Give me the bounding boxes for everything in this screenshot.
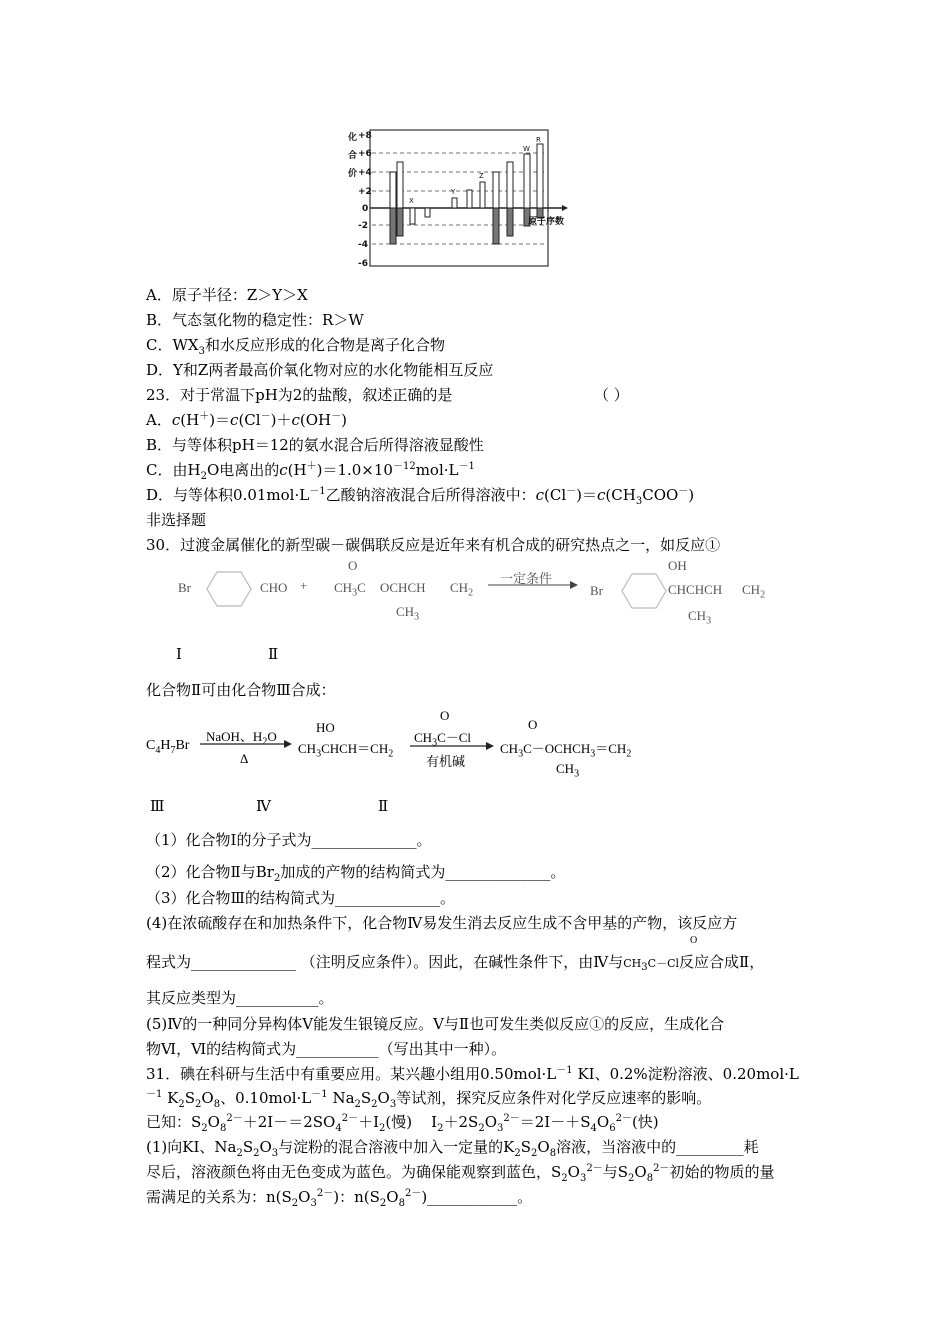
y-label-char: 合 (348, 151, 358, 161)
y-tick: +8 (358, 131, 372, 141)
q30-sub-3: （3）化合物Ⅲ的结构简式为______________。 (146, 889, 456, 907)
bar (493, 208, 499, 244)
bar (507, 162, 513, 208)
bar (507, 208, 513, 236)
q31-known-equations: 已知：$S_2O_8^{2-}+2I-=2SO_4^{2-}+I_2$(慢) $I_2+2S_2O_3^{2-}=2I-+S_4O_6^{2-}$(快) (146, 1113, 659, 1134)
marker-w: W (523, 145, 530, 153)
q23-option-b: B．与等体积pH＝12的氨水混合后所得溶液显酸性 (146, 436, 484, 454)
marker-y: Y (451, 188, 456, 196)
q23-stem: 23．对于常温下pH为2的盐酸，叙述正确的是 （ ） (146, 386, 629, 404)
q31-line-2: $^{-1}$ $K_2S_2O_8$、$0.10mol\cdot L^{-1}$ $Na_2S_2O_3$等试剂，探究反应条件对化学反应速率的影响。 (146, 1089, 712, 1110)
y-tick: +6 (358, 149, 372, 159)
synthesis-intro: 化合物Ⅱ可由化合物Ⅲ合成： (146, 681, 336, 699)
q30-stem: 30．过渡金属催化的新型碳－碳偶联反应是近年来有机合成的研究热点之一，如反应① (146, 536, 721, 554)
bar (452, 198, 457, 208)
label-compound-iii: Ⅲ (150, 797, 165, 815)
reaction-arrow-icon (488, 580, 578, 590)
reaction-arrow-icon (410, 741, 494, 751)
valence-chart (340, 128, 570, 270)
y-tick: -4 (358, 240, 368, 250)
q30-sub-5a: (5)Ⅳ的一种同分异构体V能发生银镜反应。V与Ⅱ也可发生类似反应①的反应，生成化合 (146, 1015, 725, 1033)
y-tick: -2 (358, 221, 368, 231)
x-axis-label: 原子序数 (528, 217, 565, 227)
benzene-ring-icon (620, 572, 668, 610)
marker-r: R (536, 136, 541, 144)
q23-option-c: C．由$H_2O$电离出的$c(H^+)=1.0\times 10^{-12}mol\cdot L^{-1}$ (146, 461, 475, 482)
y-tick: +4 (358, 168, 372, 178)
q22-option-a: A．原子半径：Z＞Y＞X (146, 286, 308, 304)
label-compound-ii: Ⅱ (268, 645, 279, 663)
q31-line-1: 31．碘在科研与生活中有重要应用。某兴趣小组用$0.50mol\cdot L^{-1}$ KI、0.2%淀粉溶液、0.20mol·L (146, 1065, 799, 1083)
bar (524, 154, 530, 208)
label-compound-i: Ⅰ (176, 645, 182, 663)
q23-option-d: D．与等体积$0.01mol\cdot L^{-1}$乙酸钠溶液混合后所得溶液中：$c(Cl^-)=c(CH_3COO^-)$ (146, 486, 695, 507)
label-compound-iv: Ⅳ (256, 797, 271, 815)
bar (425, 208, 430, 217)
q22-option-b: B．气态氢化物的稳定性：R＞W (146, 311, 364, 329)
q30-sub-2: （2）化合物Ⅱ与$Br_2$加成的产物的结构简式为______________。 (146, 863, 566, 884)
marker-z: Z (479, 172, 484, 180)
q30-sub-4a: (4)在浓硫酸存在和加热条件下，化合物Ⅳ易发生消去反应生成不含甲基的产物，该反应方 (146, 914, 738, 932)
q30-sub-4c: 其反应类型为___________。 (146, 989, 334, 1007)
q30-sub-5b: 物Ⅵ，Ⅵ的结构简式为___________（写出其中一种）。 (146, 1040, 507, 1058)
q31-sub-1b: 尽后，溶液颜色将由无色变成为蓝色。为确保能观察到蓝色，$S_2O_3^{2-}$与$S_2O_8^{2-}$初始的物质的量 (146, 1163, 775, 1184)
acyl-o: O (690, 935, 698, 946)
y-tick: +2 (358, 187, 372, 197)
y-label-char: 价 (348, 169, 358, 179)
bar (493, 172, 499, 208)
bar (537, 144, 543, 208)
bar (480, 182, 485, 208)
label-compound-ii: Ⅱ (378, 797, 389, 815)
q30-sub-1: （1）化合物I的分子式为______________。 (146, 831, 432, 849)
q22-option-d: D．Y和Z两者最高价氧化物对应的水化物能相互反应 (146, 361, 494, 379)
bar (390, 208, 396, 244)
y-tick: 0 (362, 204, 369, 214)
bar (397, 162, 403, 208)
q30-sub-4b: 程式为______________ （注明反应条件）。因此，在碱性条件下，由Ⅳ与$CH_3C-Cl$反应合成Ⅱ， (146, 953, 765, 974)
y-tick: -6 (358, 259, 368, 269)
bar (410, 208, 415, 224)
q31-sub-1c: 需满足的关系为：$n(S_2O_3^{2-})$：$n(S_2O_8^{2-})\_\_\_\_\_\_\_\_\_\_\_\_$。 (146, 1188, 533, 1209)
benzene-ring-icon (205, 570, 253, 608)
q23-option-a: A．c(H＋)＝c(Cl－)＋c(OH－) (146, 411, 347, 429)
bar (397, 208, 403, 236)
section-title: 非选择题 (146, 511, 207, 529)
y-label-char: 化 (348, 133, 358, 143)
reaction-arrow-icon (200, 739, 292, 749)
q31-sub-1a: (1)向KI、$Na_2S_2O_3$与淀粉的混合溶液中加入一定量的$K_2S_2O_8$溶液，当溶液中的_________耗 (146, 1138, 759, 1159)
q22-option-c: C．$WX_3$和水反应形成的化合物是离子化合物 (146, 336, 445, 357)
marker-x: X (409, 197, 414, 205)
bar (467, 190, 472, 208)
bar (390, 172, 396, 208)
